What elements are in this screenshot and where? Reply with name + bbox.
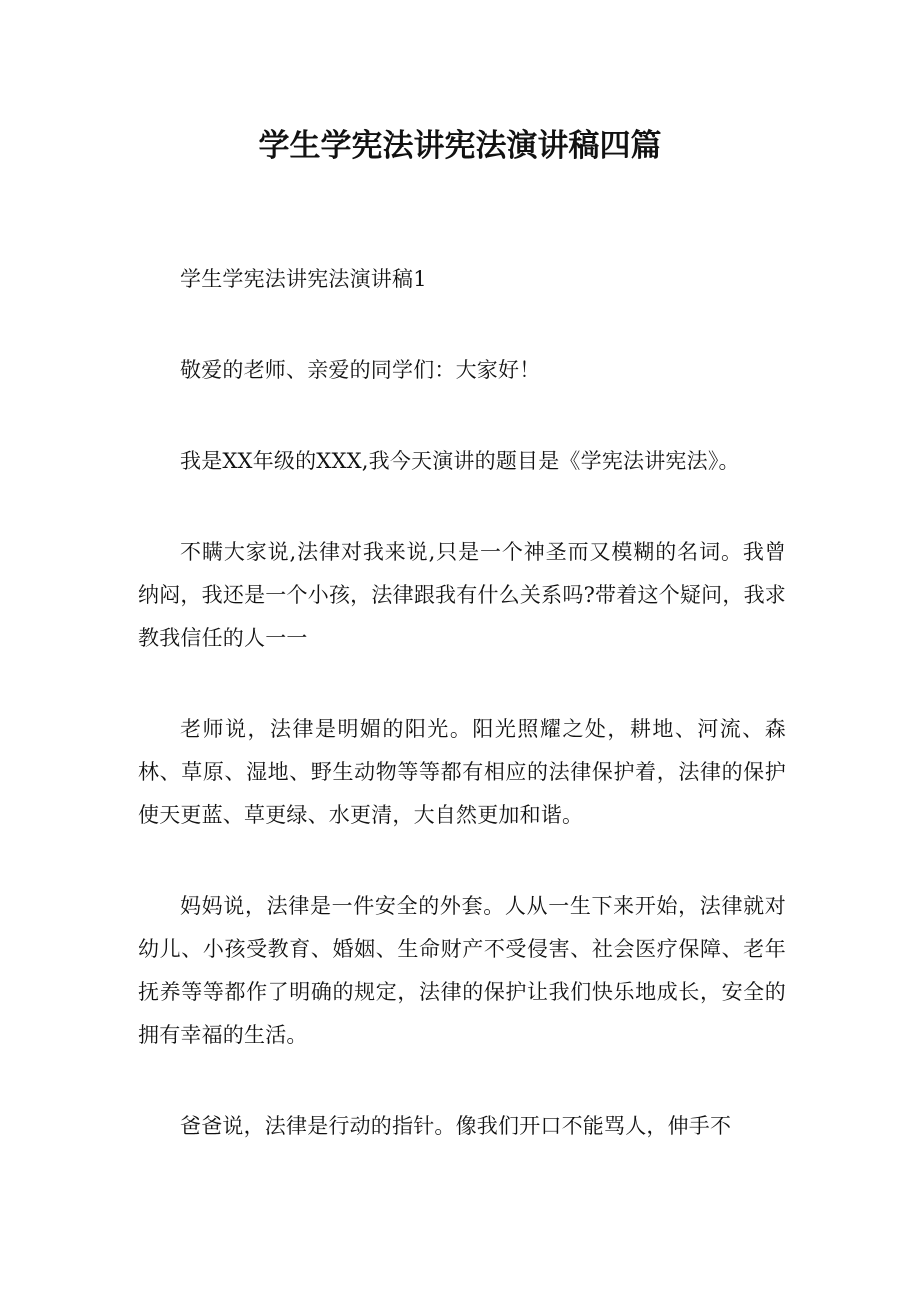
body-paragraph: 老师说，法律是明媚的阳光。阳光照耀之处，耕地、河流、森林、草原、湿地、野生动物等等都有相应的法律保护着，法律的保护使天更蓝、草更绿、水更清，大自然更加和谐。 [138, 717, 786, 827]
speech-heading: 学生学宪法讲宪法演讲稿1 [180, 267, 427, 291]
greeting-paragraph: 敬爱的老师、亲爱的同学们：大家好！ [180, 358, 541, 382]
body-paragraph: 妈妈说，法律是一件安全的外套。人从一生下来开始，法律就对幼儿、小孩受教育、婚姻、生命财产不受侵害、社会医疗保障、老年抚养等等都作了明确的规定，法律的保护让我们快乐地成长，安全的拥有幸福的生活。 [138, 894, 786, 1047]
document-title: 学生学宪法讲宪法演讲稿四篇 [258, 128, 662, 164]
body-paragraph: 不瞒大家说,法律对我来说,只是一个神圣而又模糊的名词。我曾纳闷，我还是一个小孩，法律跟我有什么关系吗?带着这个疑问，我求教我信任的人一一 [138, 540, 786, 650]
body-paragraph: 爸爸说，法律是行动的指针。像我们开口不能骂人，伸手不 [180, 1114, 732, 1138]
document-body [138, 258, 786, 1196]
intro-paragraph: 我是XX年级的XXX,我今天演讲的题目是《学宪法讲宪法》。 [180, 449, 740, 473]
